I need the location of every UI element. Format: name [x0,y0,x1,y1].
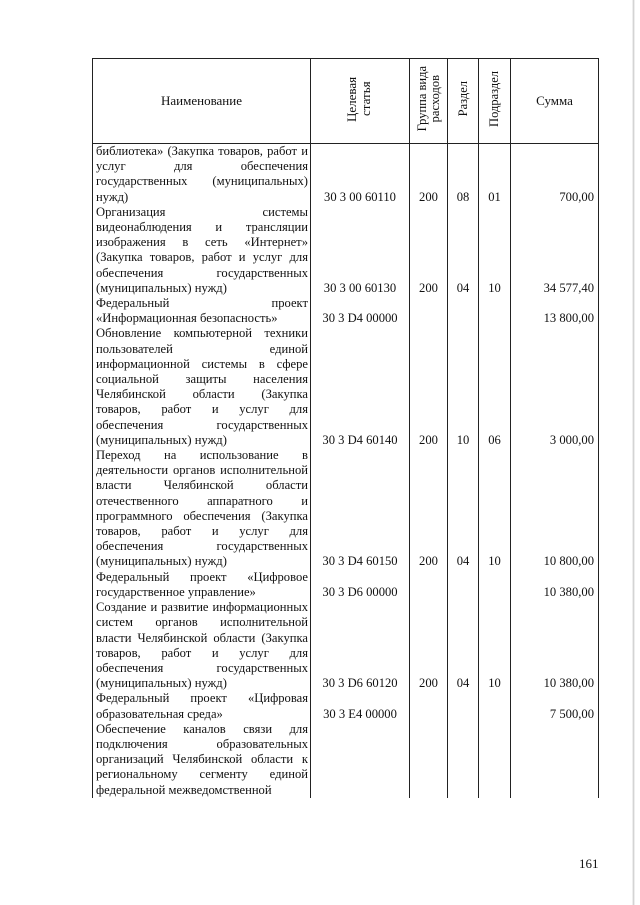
header-target [311,59,410,144]
row-target: 30 3 00 60130 [311,205,410,296]
header-group-label [416,66,442,131]
row-group [410,296,448,326]
row-target: 30 3 D6 00000 [311,570,410,600]
row-section: 04 [448,448,479,570]
row-group [410,722,448,798]
header-group-line1: Группа вида [414,66,429,132]
row-group: 200 [410,448,448,570]
row-section [448,691,479,721]
row-subsection: 10 [479,448,511,570]
row-name: Переход на использование в деятельности органов исполнительной власти Челябинской области отечественного аппаратного и программного обеспечения (Закупка товаров, работ и услуг для обеспечения государственных (муниципальных) нужд) [93,448,311,570]
table-row [93,448,599,570]
row-subsection [479,570,511,600]
row-name: Обеспечение каналов связи для подключения образовательных организаций Челябинской области к региональному сегменту единой федеральной межведомственной [93,722,311,798]
row-target: 30 3 E4 00000 [311,691,410,721]
row-section: 04 [448,205,479,296]
row-subsection: 06 [479,326,511,448]
row-group [410,570,448,600]
row-sum: 10 380,00 [511,600,599,691]
row-subsection: 10 [479,205,511,296]
row-name: Создание и развитие информационных систем органов исполнительной власти Челябинской области (Закупка товаров, работ и услуг для обеспечения государственных (муниципальных) нужд) [93,600,311,691]
row-group: 200 [410,205,448,296]
row-group: 200 [410,144,448,205]
table-row [93,296,599,326]
row-subsection: 01 [479,144,511,205]
row-group: 200 [410,600,448,691]
row-sum: 7 500,00 [511,691,599,721]
row-name: Федеральный проект «Информационная безопасность» [93,296,311,326]
row-target: 30 3 00 60110 [311,144,410,205]
row-subsection: 10 [479,600,511,691]
row-name: Обновление компьютерной техники пользователей единой информационной системы в сфере социальной защиты населения Челябинской области (Закупка товаров, работ и услуг для обеспечения государственных (муниципальных) нужд) [93,326,311,448]
header-target-label: Целевая статья [344,76,373,122]
header-name: Наименование [93,59,311,144]
table-header-row [93,59,599,144]
table-row [93,600,599,691]
row-section: 04 [448,600,479,691]
row-group [410,691,448,721]
header-subsection [479,59,511,144]
table-body [93,144,599,798]
table-row [93,326,599,448]
page-number: 161 [579,856,599,871]
row-sum [511,722,599,798]
row-section [448,570,479,600]
row-sum: 3 000,00 [511,326,599,448]
row-name: Федеральный проект «Цифровая образовательная среда» [93,691,311,721]
row-sum: 700,00 [511,144,599,205]
budget-table [92,58,599,798]
row-section: 10 [448,326,479,448]
header-section [448,59,479,144]
header-subsection-label: Подраздел [487,70,501,127]
row-target: 30 3 D6 60120 [311,600,410,691]
row-target [311,722,410,798]
row-name: Организация системы видеонаблюдения и трансляции изображения в сеть «Интернет» (Закупка товаров, работ и услуг для обеспечения государственных (муниципальных) нужд) [93,205,311,296]
row-subsection [479,691,511,721]
row-section: 08 [448,144,479,205]
row-target: 30 3 D4 60140 [311,326,410,448]
header-sum: Сумма [511,59,599,144]
row-group: 200 [410,326,448,448]
scan-edge [632,0,635,905]
row-sum: 13 800,00 [511,296,599,326]
row-section [448,722,479,798]
row-sum: 34 577,40 [511,205,599,296]
row-sum: 10 380,00 [511,570,599,600]
row-section [448,296,479,326]
row-target: 30 3 D4 00000 [311,296,410,326]
row-sum: 10 800,00 [511,448,599,570]
table-row [93,205,599,296]
table-row [93,691,599,721]
header-group-line2: расходов [427,75,442,123]
header-section-label: Раздел [455,81,470,117]
header-group [410,59,448,144]
row-subsection [479,296,511,326]
table-row [93,722,599,798]
table-row [93,570,599,600]
row-subsection [479,722,511,798]
row-name: Федеральный проект «Цифровое государственное управление» [93,570,311,600]
table-row [93,144,599,205]
row-target: 30 3 D4 60150 [311,448,410,570]
row-name: библиотека» (Закупка товаров, работ и услуг для обеспечения государственных (муниципальных) нужд) [93,144,311,205]
